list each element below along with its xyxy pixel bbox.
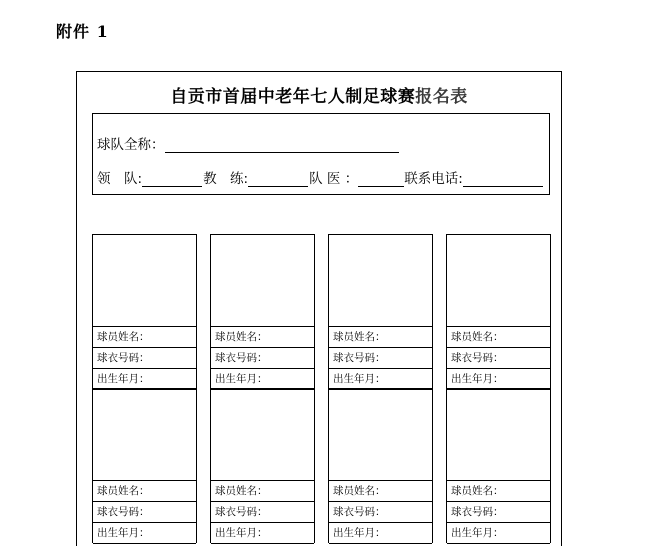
player-name-label: 球员姓名： [93,327,196,348]
photo-box[interactable] [93,235,196,327]
coach-label: 教 练: [203,171,249,187]
player-name-label: 球员姓名： [447,481,550,502]
phone-label: 联系电话: [404,171,463,187]
team-info-box [92,113,550,195]
birth-date-label: 出生年月： [93,369,196,390]
player-name-label: 球员姓名： [329,327,432,348]
player-name-label: 球员姓名： [447,327,550,348]
photo-box[interactable] [329,389,432,481]
photo-box[interactable] [447,389,550,481]
player-name-label: 球员姓名： [211,481,314,502]
jersey-number-label: 球衣号码： [93,348,196,369]
jersey-number-label: 球衣号码： [447,502,550,523]
jersey-number-label: 球衣号码： [211,502,314,523]
birth-date-label: 出生年月： [329,369,432,390]
phone-blank[interactable] [463,172,543,187]
jersey-number-label: 球衣号码： [447,348,550,369]
birth-date-label: 出生年月： [211,523,314,544]
staff-row [97,167,543,187]
jersey-number-label: 球衣号码： [329,348,432,369]
attachment-label: 附件 1 [56,22,109,41]
birth-date-label: 出生年月： [447,369,550,390]
player-card [210,388,315,543]
player-card [446,388,551,543]
team-name-blank[interactable] [165,138,399,153]
player-name-label: 球员姓名： [329,481,432,502]
jersey-number-label: 球衣号码： [329,502,432,523]
form-title-main: 自贡市首届中老年七人制足球赛 [170,87,416,107]
registration-form [76,71,562,546]
birth-date-label: 出生年月： [211,369,314,390]
form-title [77,82,561,107]
birth-date-label: 出生年月： [447,523,550,544]
photo-box[interactable] [211,235,314,327]
doctor-label: 队 医 ： [309,171,359,187]
player-name-label: 球员姓名： [211,327,314,348]
photo-box[interactable] [447,235,550,327]
jersey-number-label: 球衣号码： [211,348,314,369]
photo-box[interactable] [93,389,196,481]
coach-blank[interactable] [248,172,308,187]
jersey-number-label: 球衣号码： [93,502,196,523]
player-card [210,234,315,389]
player-card [328,234,433,389]
form-title-tail: 报名表 [415,87,468,107]
doctor-blank[interactable] [358,172,404,187]
player-card [92,234,197,389]
player-card [92,388,197,543]
birth-date-label: 出生年月： [93,523,196,544]
leader-blank[interactable] [142,172,202,187]
player-card [446,234,551,389]
photo-box[interactable] [211,389,314,481]
player-card [328,388,433,543]
birth-date-label: 出生年月： [329,523,432,544]
team-name-row [97,133,399,153]
player-name-label: 球员姓名： [93,481,196,502]
team-name-label: 球队全称： [97,137,165,153]
photo-box[interactable] [329,235,432,327]
leader-label: 领 队: [97,171,143,187]
